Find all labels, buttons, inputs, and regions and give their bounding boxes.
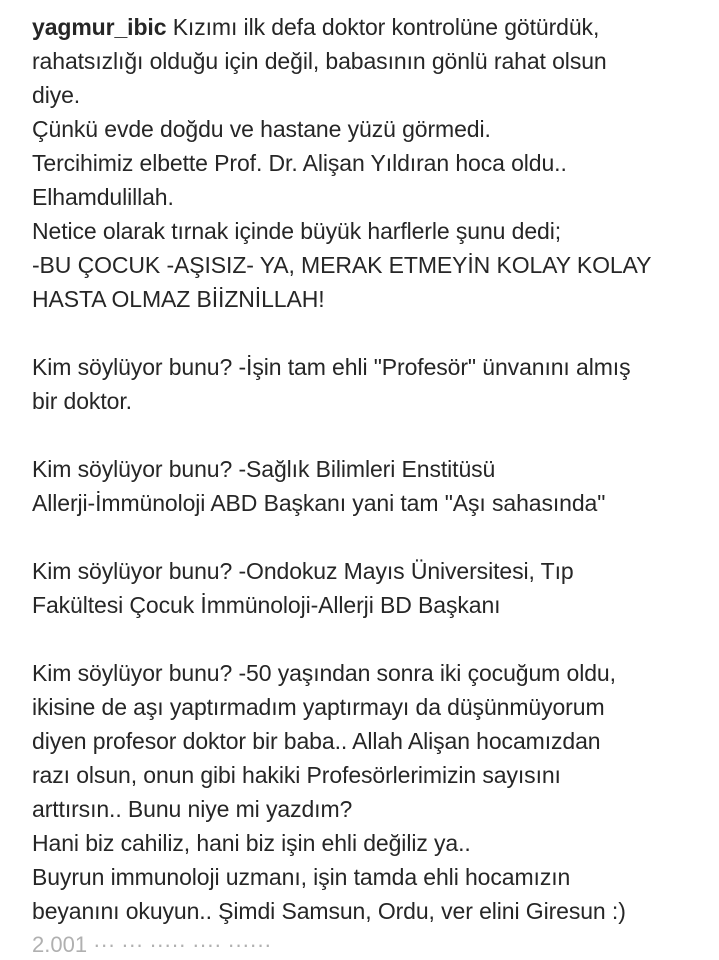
caption-line: Kim söylüyor bunu? -İşin tam ehli "Profesör" ünvanını almış [32, 354, 631, 380]
caption-line: Kim söylüyor bunu? -Ondokuz Mayıs Üniversitesi, Tıp [32, 558, 574, 584]
caption-line: rahatsızlığı olduğu için değil, babasının gönlü rahat olsun [32, 48, 607, 74]
paragraph-spacer [32, 418, 704, 452]
caption-line: ikisine de aşı yaptırmadım yaptırmayı da düşünmüyorum [32, 694, 605, 720]
caption-line: Netice olarak tırnak içinde büyük harflerle şunu dedi; [32, 218, 562, 244]
caption-line: arttırsın.. Bunu niye mi yazdım? [32, 796, 353, 822]
caption-line: -BU ÇOCUK -AŞISIZ- YA, MERAK ETMEYİN KOLAY KOLAY [32, 252, 652, 278]
caption-line: diye. [32, 82, 81, 108]
caption-line: Çünkü evde doğdu ve hastane yüzü görmedi. [32, 116, 491, 142]
paragraph-spacer [32, 520, 704, 554]
paragraph-spacer [32, 622, 704, 656]
caption-line: razı olsun, onun gibi hakiki Profesörlerimizin sayısını [32, 762, 561, 788]
caption-first-line-text: Kızımı ilk defa doktor kontrolüne götürdük, [166, 14, 600, 40]
caption-line: Hani biz cahiliz, hani biz işin ehli değiliz ya.. [32, 830, 471, 856]
caption-line: diyen profesor doktor bir baba.. Allah Alişan hocamızdan [32, 728, 601, 754]
caption-line: Fakültesi Çocuk İmmünoloji-Allerji BD Başkanı [32, 592, 501, 618]
caption-line: Buyrun immunoloji uzmanı, işin tamda ehli hocamızın [32, 864, 571, 890]
paragraph-spacer [32, 316, 704, 350]
post-meta-footer: 2.001 ··· ··· ····· ···· ······ [32, 932, 272, 957]
caption-line: Allerji-İmmünoloji ABD Başkanı yani tam "Aşı sahasında" [32, 490, 606, 516]
caption-line: Tercihimiz elbette Prof. Dr. Alişan Yıldıran hoca oldu.. [32, 150, 567, 176]
post-caption [32, 10, 704, 928]
caption-line: Kim söylüyor bunu? -Sağlık Bilimleri Enstitüsü [32, 456, 496, 482]
caption-line: Elhamdulillah. [32, 184, 174, 210]
caption-line: beyanını okuyun.. Şimdi Samsun, Ordu, ver elini Giresun :) [32, 898, 626, 924]
caption-line: bir doktor. [32, 388, 132, 414]
caption-line: Kim söylüyor bunu? -50 yaşından sonra iki çocuğum oldu, [32, 660, 616, 686]
caption-first-line [32, 10, 704, 44]
caption-line: HASTA OLMAZ BİİZNİLLAH! [32, 286, 325, 312]
username-link[interactable]: yagmur_ibic [32, 14, 167, 40]
